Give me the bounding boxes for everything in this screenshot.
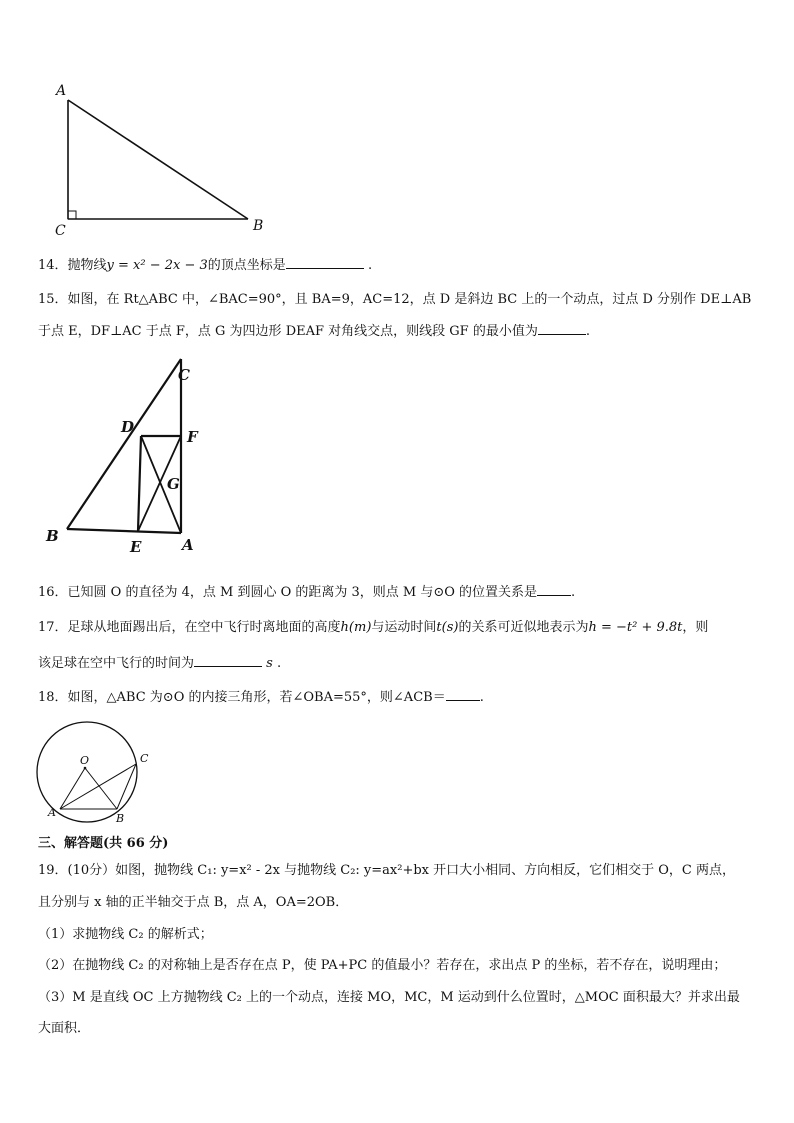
q18-end: . bbox=[479, 690, 484, 705]
question-15-line1: 15．如图，在 Rt△ABC 中，∠BAC=90°，且 BA=9，AC=12，点 D 是斜边 BC 上的一个动点，过点 D 分别作 DE⊥AB bbox=[38, 292, 752, 307]
q14-post: 的顶点坐标是 bbox=[207, 258, 286, 273]
label-a: A bbox=[48, 806, 56, 819]
q16-text: 16．已知圆 O 的直径为 4，点 M 到圆心 O 的距离为 3，则点 M 与⊙O 的位置关系是 bbox=[38, 585, 538, 600]
label-f: F bbox=[187, 428, 198, 446]
question-19-part3-line1: （3）M 是直线 OC 上方抛物线 C₂ 上的一个动点，连接 MO，MC，M 运动到什么位置时，△MOC 面积最大？并求出最 bbox=[38, 990, 740, 1005]
q17-end1: ，则 bbox=[682, 620, 709, 635]
q17-mid2: 的关系可近似地表示为 bbox=[458, 620, 589, 635]
question-19-part2: （2）在抛物线 C₂ 的对称轴上是否存在点 P，使 PA+PC 的值最小？若存在，求出点 P 的坐标，若不存在，说明理由； bbox=[38, 958, 727, 973]
label-c: C bbox=[140, 752, 149, 765]
q17-unit: s bbox=[266, 656, 273, 671]
label-a: A bbox=[56, 83, 67, 99]
q17-mid: 与运动时间 bbox=[371, 620, 437, 635]
label-d: D bbox=[121, 418, 135, 436]
section-heading: 三、解答题(共 66 分) bbox=[38, 836, 169, 851]
q14-formula: y = x² − 2x − 3 bbox=[106, 258, 208, 273]
label-b: B bbox=[253, 218, 264, 234]
label-c: C bbox=[178, 366, 190, 384]
q14-pre: 14．抛物线 bbox=[38, 258, 107, 273]
label-e: E bbox=[130, 538, 142, 556]
label-o: O bbox=[80, 754, 90, 767]
q15-line2: 于点 E，DF⊥AC 于点 F，点 G 为四边形 DEAF 对角线交点，则线段 GF 的最小值为 bbox=[38, 324, 538, 339]
q17-end: . bbox=[276, 656, 282, 671]
q15-end: . bbox=[585, 324, 590, 339]
q18-text: 18．如图，△ABC 为⊙O 的内接三角形，若∠OBA=55°，则∠ACB＝ bbox=[38, 690, 446, 705]
label-b: B bbox=[46, 527, 59, 545]
question-19-part3-line2: 大面积． bbox=[38, 1021, 91, 1036]
question-19-part1: （1）求抛物线 C₂ 的解析式； bbox=[38, 927, 213, 942]
label-c: C bbox=[55, 223, 66, 239]
q17-line2: 该足球在空中飞行的时间为 bbox=[38, 656, 195, 671]
q17-formula: h = −t² + 9.8t bbox=[588, 620, 683, 635]
q17-pre: 17．足球从地面踢出后，在空中飞行时离地面的高度 bbox=[38, 620, 341, 635]
label-g: G bbox=[167, 475, 180, 493]
q14-end: . bbox=[367, 258, 373, 273]
question-19-line2: 且分别与 x 轴的正半轴交于点 B，点 A，OA=2OB． bbox=[38, 895, 349, 910]
label-a: A bbox=[182, 536, 194, 554]
question-19-line1: 19．(10分）如图，抛物线 C₁: y=x² - 2x 与抛物线 C₂: y=ax²+bx 开口大小相同、方向相反，它们相交于 O，C 两点， bbox=[38, 863, 736, 878]
q17-h-unit: h(m) bbox=[340, 620, 372, 635]
q16-end: . bbox=[571, 585, 576, 600]
q17-t-unit: t(s) bbox=[436, 620, 459, 635]
label-b: B bbox=[116, 812, 125, 825]
